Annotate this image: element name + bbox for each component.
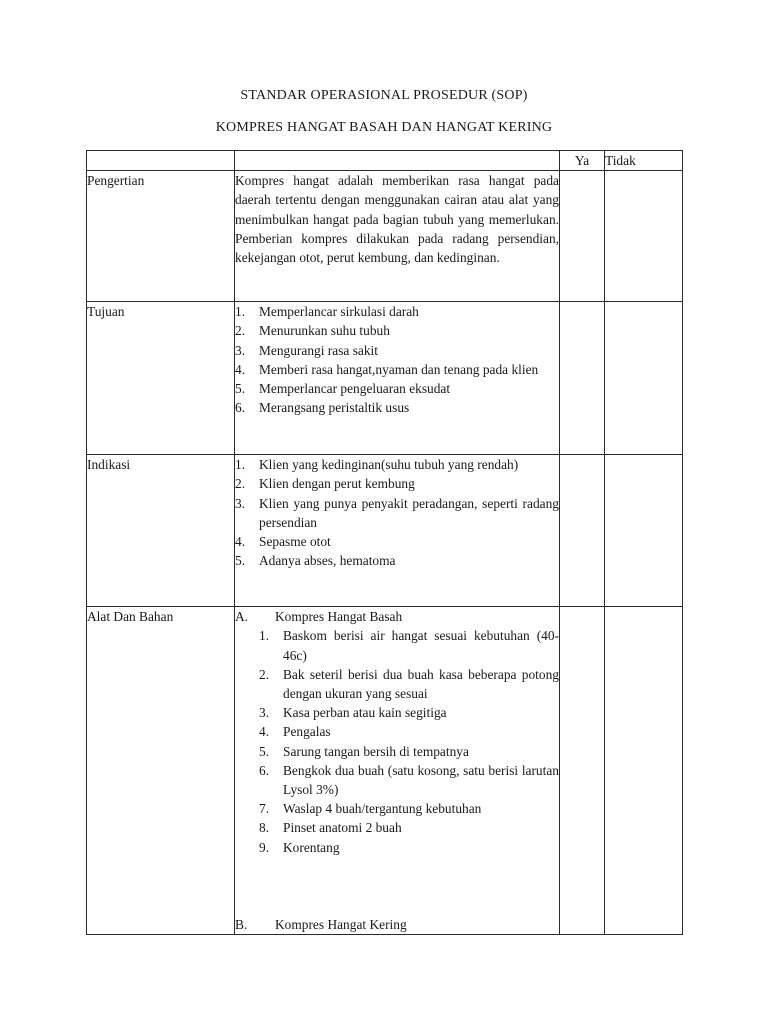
list-item-text: Waslap 4 buah/tergantung kebutuhan (283, 801, 482, 817)
alat-item (259, 722, 559, 741)
list-item-text: Memperlancar pengeluaran eksudat (259, 381, 451, 397)
section-b-title: Kompres Hangat Kering (275, 916, 407, 932)
tujuan-item (235, 321, 559, 340)
tujuan-item (235, 341, 559, 360)
list-number: 6. (235, 400, 246, 416)
row-label-indikasi: Indikasi (87, 455, 235, 607)
list-item-text: Sepasme otot (259, 534, 331, 550)
indikasi-item (235, 455, 559, 474)
document-title: STANDAR OPERASIONAL PROSEDUR (SOP) (240, 88, 528, 103)
row-pengertian (87, 171, 683, 302)
list-number: 6. (259, 762, 270, 778)
list-number: 3. (259, 705, 270, 721)
list-item-text: Pengalas (283, 724, 331, 740)
alat-item (259, 799, 559, 818)
checkbox-tidak-pengertian[interactable] (605, 171, 683, 302)
row-indikasi (87, 455, 683, 607)
checkbox-ya-tujuan[interactable] (560, 302, 605, 455)
alat-item (259, 818, 559, 837)
list-item-text: Klien yang kedinginan(suhu tubuh yang rendah) (259, 457, 519, 473)
list-item-text: Klien dengan perut kembung (259, 476, 415, 492)
header-label-cell (87, 151, 235, 171)
list-item-text: Adanya abses, hematoma (259, 553, 396, 569)
checkbox-tidak-indikasi[interactable] (605, 455, 683, 607)
list-number: 5. (235, 553, 246, 569)
section-b-letter: B. (235, 916, 248, 932)
tujuan-item (235, 360, 559, 379)
list-number: 1. (259, 628, 270, 644)
list-number: 5. (259, 743, 270, 759)
list-item-text: Kasa perban atau kain segitiga (283, 705, 447, 721)
list-item-text: Memperlancar sirkulasi darah (259, 304, 419, 320)
checkbox-ya-pengertian[interactable] (560, 171, 605, 302)
list-item-text: Menurunkan suhu tubuh (259, 323, 390, 339)
alat-item (259, 742, 559, 761)
list-item-text: Sarung tangan bersih di tempatnya (283, 743, 469, 759)
indikasi-item (235, 474, 559, 493)
list-number: 9. (259, 839, 270, 855)
list-number: 1. (235, 304, 246, 320)
indikasi-item (235, 532, 559, 551)
list-number: 2. (235, 323, 246, 339)
checkbox-ya-alat[interactable] (560, 607, 605, 935)
list-item-text: Pinset anatomi 2 buah (283, 820, 402, 836)
list-number: 7. (259, 801, 270, 817)
pengertian-text: Kompres hangat adalah memberikan rasa hangat pada daerah tertentu dengan menggunakan cairan atau alat yang menimbulkan hangat pada bagian tubuh yang memerlukan. Pemberian kompres dilakukan pada radang persendian, kekejangan otot, perut kembung, dan kedinginan. (235, 173, 559, 266)
indikasi-item (235, 551, 559, 570)
list-number: 4. (235, 361, 246, 377)
tujuan-item (235, 398, 559, 417)
tujuan-item (235, 379, 559, 398)
row-content-indikasi (235, 455, 560, 607)
row-content-tujuan (235, 302, 560, 455)
section-a-letter: A. (235, 609, 249, 625)
row-label-tujuan: Tujuan (87, 302, 235, 455)
list-number: 2. (259, 666, 270, 682)
list-number: 1. (235, 457, 246, 473)
list-item-text: Bengkok dua buah (satu kosong, satu berisi larutan Lysol 3%) (283, 762, 559, 798)
header-tidak: Tidak (605, 151, 683, 171)
indikasi-item (235, 494, 559, 532)
row-label-alat-dan-bahan: Alat Dan Bahan (87, 607, 235, 935)
list-item-text: Klien yang punya penyakit peradangan, seperti radang persendian (259, 495, 559, 530)
row-alat-dan-bahan (87, 607, 683, 935)
list-item-text: Bak seteril berisi dua buah kasa beberapa potong dengan ukuran yang sesuai (283, 666, 559, 702)
list-item-text: Baskom berisi air hangat sesuai kebutuhan (40-46c) (283, 628, 559, 663)
row-content-alat-dan-bahan (235, 607, 560, 935)
tujuan-list (235, 302, 559, 417)
list-item-text: Merangsang peristaltik usus (259, 400, 410, 416)
list-number: 2. (235, 476, 246, 492)
alat-item (259, 626, 559, 664)
list-item-text: Korentang (283, 839, 340, 855)
header-row (87, 151, 683, 171)
alat-item (259, 761, 559, 799)
section-a-heading (235, 607, 559, 626)
list-number: 3. (235, 495, 246, 511)
checkbox-tidak-alat[interactable] (605, 607, 683, 935)
list-number: 4. (235, 534, 246, 550)
alat-item (259, 838, 559, 857)
section-b-heading (235, 915, 559, 934)
indikasi-list (235, 455, 559, 570)
row-label-pengertian: Pengertian (87, 171, 235, 302)
list-number: 5. (235, 381, 246, 397)
section-a-title: Kompres Hangat Basah (275, 609, 403, 625)
list-number: 3. (235, 342, 246, 358)
row-tujuan (87, 302, 683, 455)
tujuan-item (235, 302, 559, 321)
list-number: 4. (259, 724, 270, 740)
document-subtitle: KOMPRES HANGAT BASAH DAN HANGAT KERING (215, 120, 553, 135)
alat-item (259, 703, 559, 722)
sop-table (86, 150, 683, 935)
list-item-text: Mengurangi rasa sakit (259, 342, 378, 358)
checkbox-tidak-tujuan[interactable] (605, 302, 683, 455)
list-number: 8. (259, 820, 270, 836)
row-content-pengertian (235, 171, 560, 302)
list-item-text: Memberi rasa hangat,nyaman dan tenang pada klien (259, 361, 539, 377)
header-ya: Ya (560, 151, 605, 171)
alat-item (259, 665, 559, 703)
checkbox-ya-indikasi[interactable] (560, 455, 605, 607)
section-a-list (259, 626, 559, 856)
header-content-cell (235, 151, 560, 171)
